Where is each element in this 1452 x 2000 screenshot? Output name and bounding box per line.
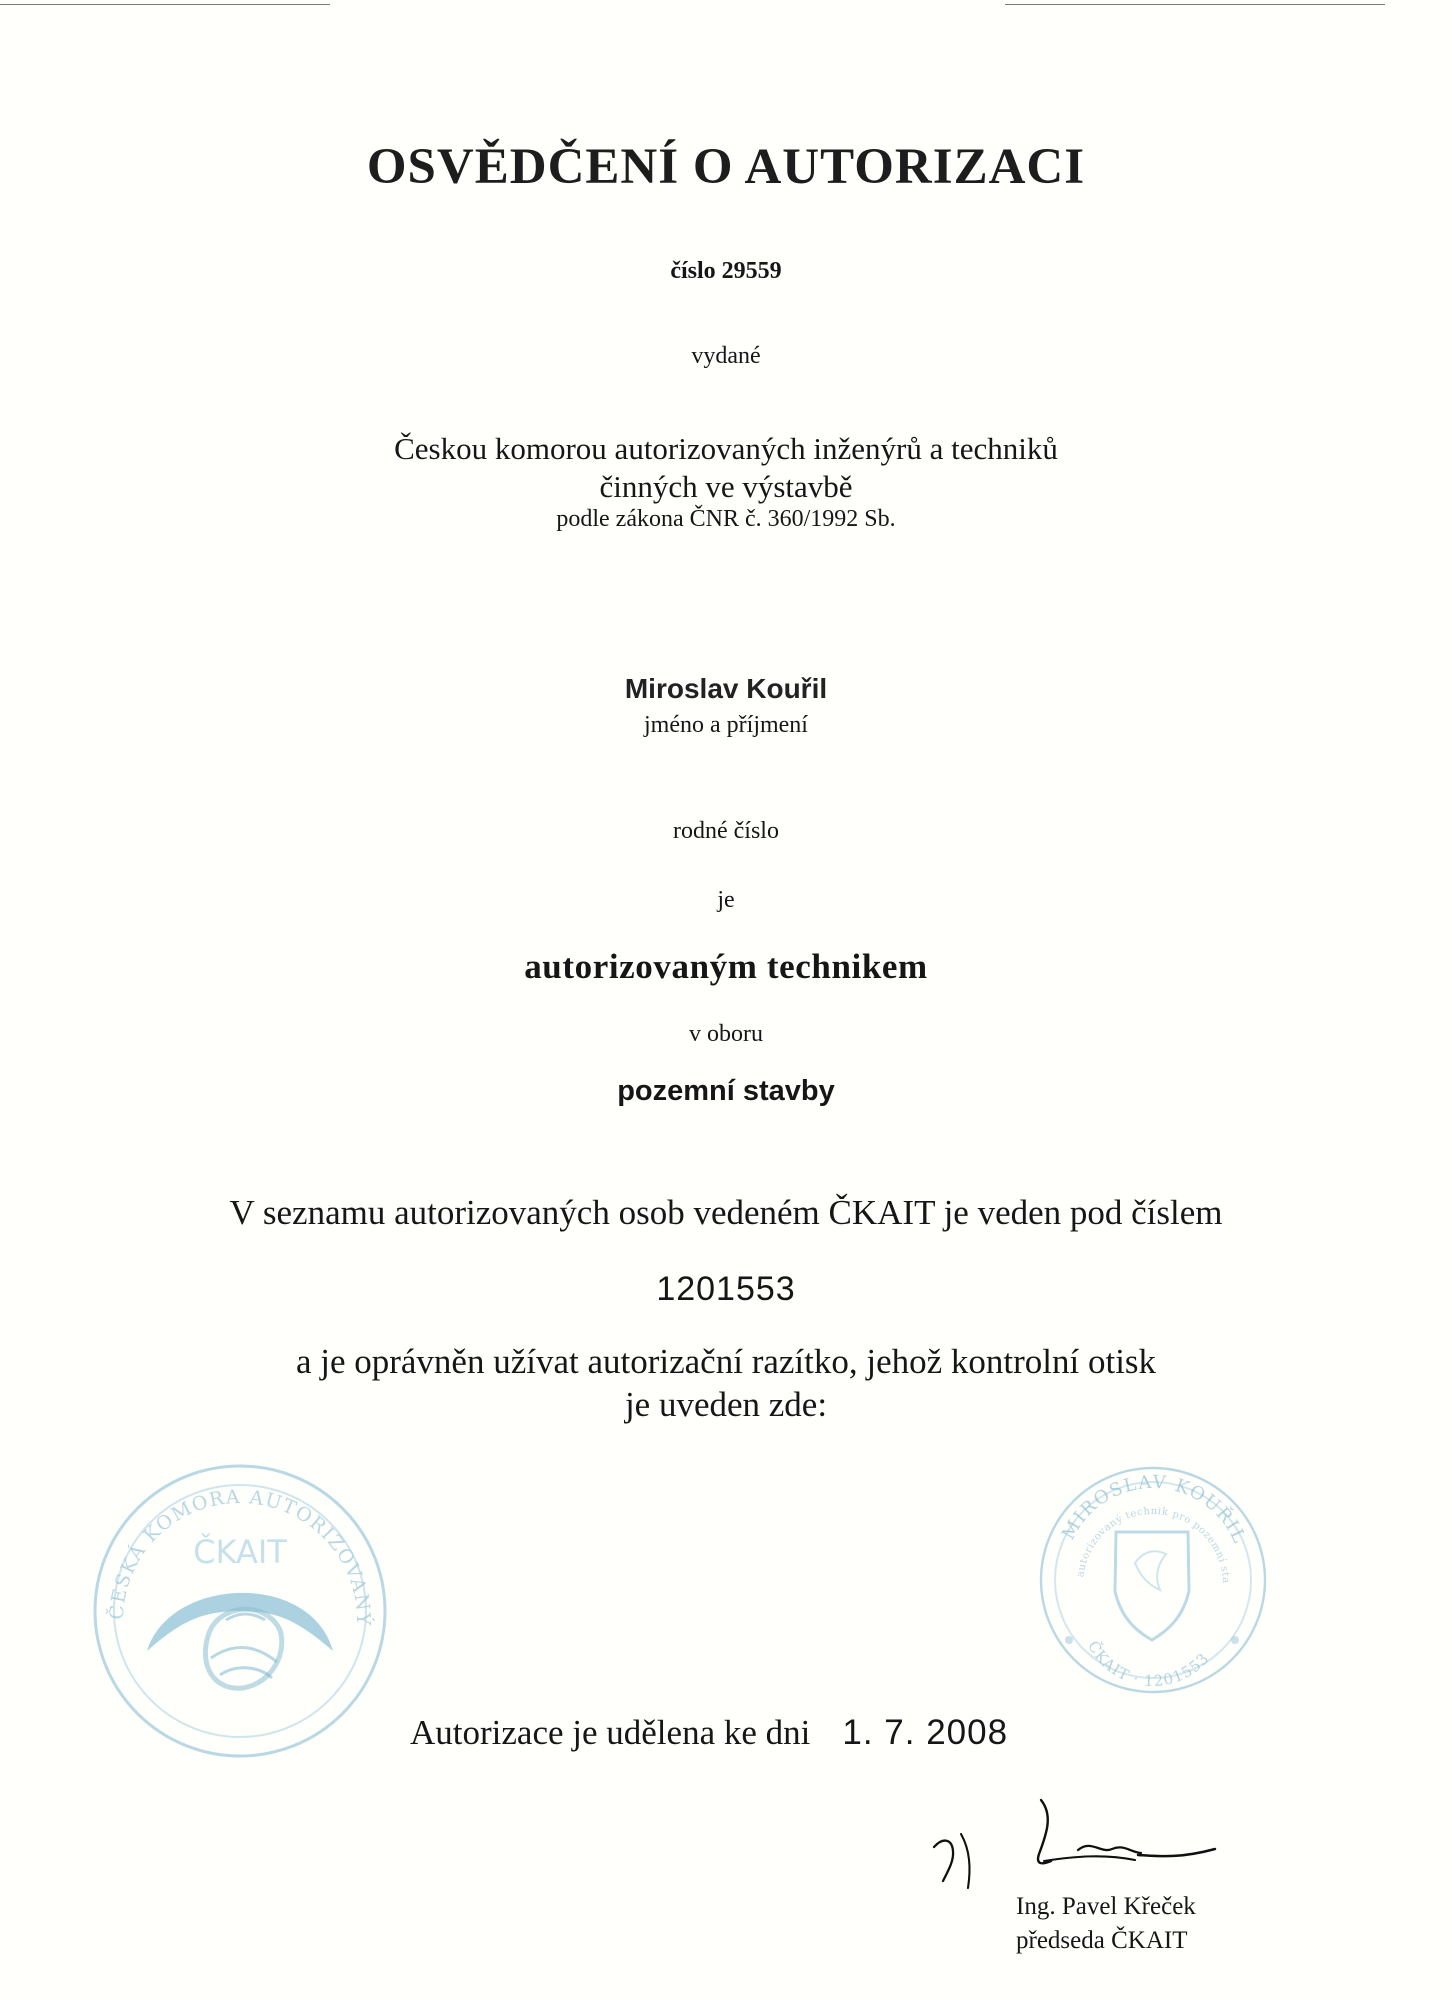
- holder-name-caption: jméno a příjmení: [644, 712, 808, 738]
- field-name: pozemní stavby: [617, 1075, 835, 1107]
- ckait-stamp-image: [65, 1429, 405, 1776]
- authorization-date-value: 1. 7. 2008: [842, 1713, 1009, 1752]
- right-stamp-bottom-text: ČKAIT · 1201553: [1084, 1637, 1213, 1691]
- certificate-title: OSVĚDČENÍ O AUTORIZACI: [366, 139, 1086, 195]
- stamp-rights-line-1: a je oprávněn užívat autorizační razítko, jehož kontrolní otisk: [295, 1342, 1157, 1381]
- signatory-block: [1016, 1890, 1236, 1958]
- profession-title: autorizovaným technikem: [524, 947, 928, 986]
- register-number: 1201553: [656, 1270, 796, 1308]
- scan-edge-line-left: [0, 4, 330, 5]
- authorization-stamp-image: [1019, 1442, 1283, 1710]
- handwritten-signature: [925, 1795, 1245, 1905]
- authorization-date-label: Autorizace je udělena ke dni: [410, 1713, 811, 1752]
- authorization-date-row: [410, 1713, 1008, 1753]
- right-stamp-subtext: autorizovaný technik pro pozemní stavby: [1019, 1442, 1232, 1584]
- register-statement: V seznamu autorizovaných osob vedeném ČKAIT je veden pod číslem: [229, 1193, 1223, 1232]
- stamp-rights-line-2: je uveden zde:: [624, 1385, 828, 1424]
- certificate-number: číslo 29559: [670, 258, 782, 284]
- signatory-name: Ing. Pavel Křeček: [1016, 1893, 1196, 1920]
- right-stamp-name-text: MIROSLAV KOUŘIL: [1057, 1471, 1251, 1548]
- je-word: je: [717, 887, 735, 913]
- svg-text:autorizovaný technik pro pozem: [1019, 1442, 1231, 1584]
- issued-word: vydané: [691, 343, 761, 369]
- scan-edge-line-right: [1005, 4, 1385, 5]
- birth-number-caption: rodné číslo: [673, 818, 779, 844]
- left-stamp-logo-text: ČKAIT: [193, 1533, 287, 1571]
- signatory-role: předseda ČKAIT: [1016, 1927, 1188, 1954]
- issuer-line-1: Českou komorou autorizovaných inženýrů a techniků: [394, 431, 1058, 466]
- left-stamp-ring-text: ČESKÁ KOMORA AUTORIZOVANÝCH INŽENÝRŮ A TECHNIKŮ: [65, 1429, 375, 1627]
- law-reference: podle zákona ČNR č. 360/1992 Sb.: [556, 506, 896, 532]
- svg-text:ČKAIT · 1201553: [1084, 1638, 1213, 1690]
- holder-name: Miroslav Kouřil: [624, 673, 828, 704]
- field-caption: v oboru: [689, 1021, 763, 1047]
- issuer-line-2: činných ve výstavbě: [599, 469, 853, 504]
